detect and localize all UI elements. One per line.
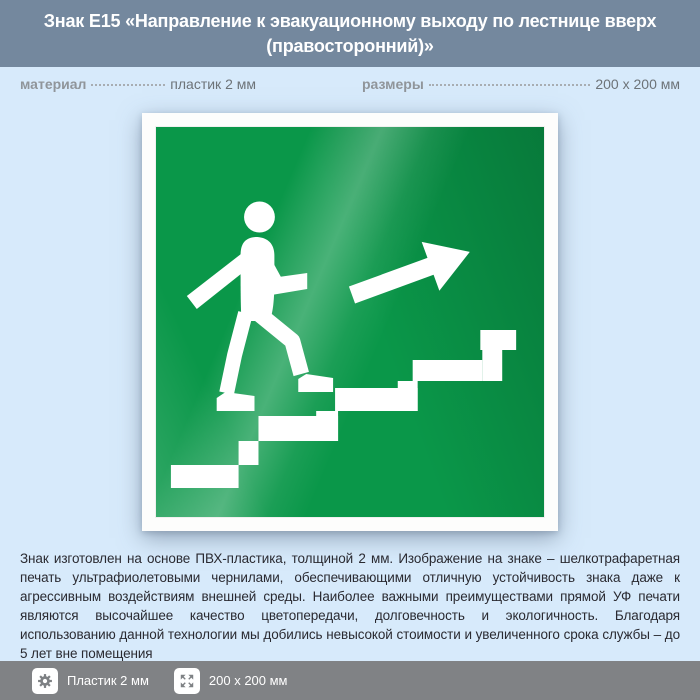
spec-size xyxy=(362,76,680,100)
spec-size-value: 200 x 200 мм xyxy=(595,76,680,92)
product-description xyxy=(20,549,680,663)
sign-image-card xyxy=(142,113,558,531)
gear-icon xyxy=(32,668,58,694)
footer-size xyxy=(174,668,288,694)
footer-material xyxy=(32,668,149,694)
dot-leader xyxy=(91,84,165,86)
footer-size-label: 200 x 200 мм xyxy=(208,673,288,688)
description-text: Знак изготовлен на основе ПВХ-пластика, толщиной 2 мм. Изображение на знаке – шелкотрафаретная печать ультрафиолетовыми чернилами, обеспечивающими отличную устойчивость знака даже к агрессивным воздействиям внешней среды. Наиболее важными преимуществами прямой УФ печати являются высочайшее качество цветопередачи, долговечность и экологичность. Благодаря использованию данной технологии мы добились невысокой стоимости и увеличенного срока службы – до 5 лет вне помещения xyxy=(20,551,680,661)
spec-material-value: пластик 2 мм xyxy=(170,76,256,92)
e15-pictogram-svg xyxy=(156,127,544,517)
footer-bar xyxy=(0,661,700,700)
title-bar xyxy=(0,0,700,67)
dot-leader xyxy=(429,84,591,86)
spec-row xyxy=(20,76,680,100)
page-title: Знак Е15 «Направление к эвакуационному выходу по лестнице вверх (правосторонний)» xyxy=(43,11,657,56)
person-walking-up-stairs-icon xyxy=(187,202,333,412)
arrow-up-right-icon xyxy=(343,227,478,319)
spec-material xyxy=(20,76,256,100)
resize-icon xyxy=(174,668,200,694)
e15-evacuation-sign xyxy=(156,127,544,517)
footer-material-label: Пластик 2 мм xyxy=(67,673,149,688)
spec-size-label: размеры xyxy=(362,76,424,92)
spec-material-label: материал xyxy=(20,76,87,92)
